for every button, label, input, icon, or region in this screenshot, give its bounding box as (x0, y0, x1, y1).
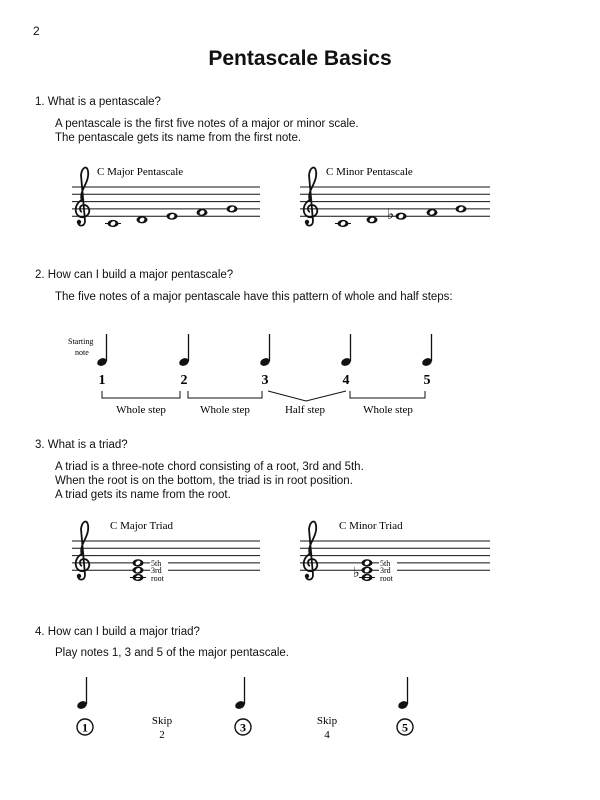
step-brackets (102, 391, 425, 401)
treble-clef-icon (76, 522, 90, 580)
c-major-pentascale-staff (72, 187, 260, 224)
step-label: Whole step (116, 404, 166, 416)
c-minor-pentascale-staff (300, 187, 490, 224)
c-minor-triad-label: C Minor Triad (339, 520, 403, 532)
step-label: Whole step (363, 404, 413, 416)
circled-number: 5 (402, 720, 408, 735)
c-minor-pentascale-label: C Minor Pentascale (326, 166, 413, 178)
step-number: 5 (423, 373, 431, 388)
question-3: 3. What is a triad? (35, 439, 128, 451)
triad-tone-label: root (151, 574, 164, 583)
page-number: 2 (33, 24, 40, 38)
step-number: 2 (180, 373, 188, 388)
answer-1-line-1: A pentascale is the first five notes of a major or minor scale. (55, 118, 359, 130)
flat-icon: ♭ (387, 206, 395, 223)
question-4: 4. How can I build a major triad? (35, 626, 200, 638)
step-number: 3 (261, 373, 269, 388)
circled-number: 3 (240, 720, 246, 735)
triad-tone-label: 5th (380, 559, 391, 568)
starting-note-label-2: note (75, 348, 89, 357)
step-label: Whole step (200, 404, 250, 416)
c-major-triad-label: C Major Triad (110, 520, 173, 532)
treble-clef-icon (304, 168, 318, 226)
step-number: 4 (342, 373, 350, 388)
step-label: Half step (284, 404, 326, 416)
question-2: 2. How can I build a major pentascale? (35, 269, 234, 281)
c-major-pentascale-label: C Major Pentascale (97, 166, 184, 178)
skip-number: 2 (159, 729, 165, 741)
skip-number: 4 (324, 729, 330, 741)
answer-3-line-2: When the root is on the bottom, the triad is in root position. (55, 475, 353, 487)
starting-note-label-1: Starting (68, 337, 94, 346)
question-1: 1. What is a pentascale? (35, 96, 161, 108)
step-number: 1 (98, 373, 106, 388)
triad-tone-label: 3rd (380, 566, 391, 575)
triad-tone-label: 5th (151, 559, 162, 568)
flat-icon: ♭ (353, 564, 360, 580)
answer-4-line-1: Play notes 1, 3 and 5 of the major pentascale. (55, 647, 289, 659)
answer-3-line-3: A triad gets its name from the root. (55, 489, 231, 501)
answer-2-line-1: The five notes of a major pentascale have this pattern of whole and half steps: (55, 291, 453, 303)
treble-clef-icon (76, 168, 90, 226)
skip-label: Skip (316, 715, 338, 727)
circled-number: 1 (82, 720, 88, 735)
answer-3-line-1: A triad is a three-note chord consisting of a root, 3rd and 5th. (55, 461, 364, 473)
answer-1-line-2: The pentascale gets its name from the first note. (55, 132, 302, 144)
step-pattern-notes (96, 334, 433, 367)
triad-tone-label: 3rd (151, 566, 162, 575)
skip-label: Skip (151, 715, 173, 727)
page-title: Pentascale Basics (208, 47, 392, 70)
triad-tone-label: root (380, 574, 393, 583)
triad-build-notes (76, 677, 409, 710)
treble-clef-icon (304, 522, 318, 580)
